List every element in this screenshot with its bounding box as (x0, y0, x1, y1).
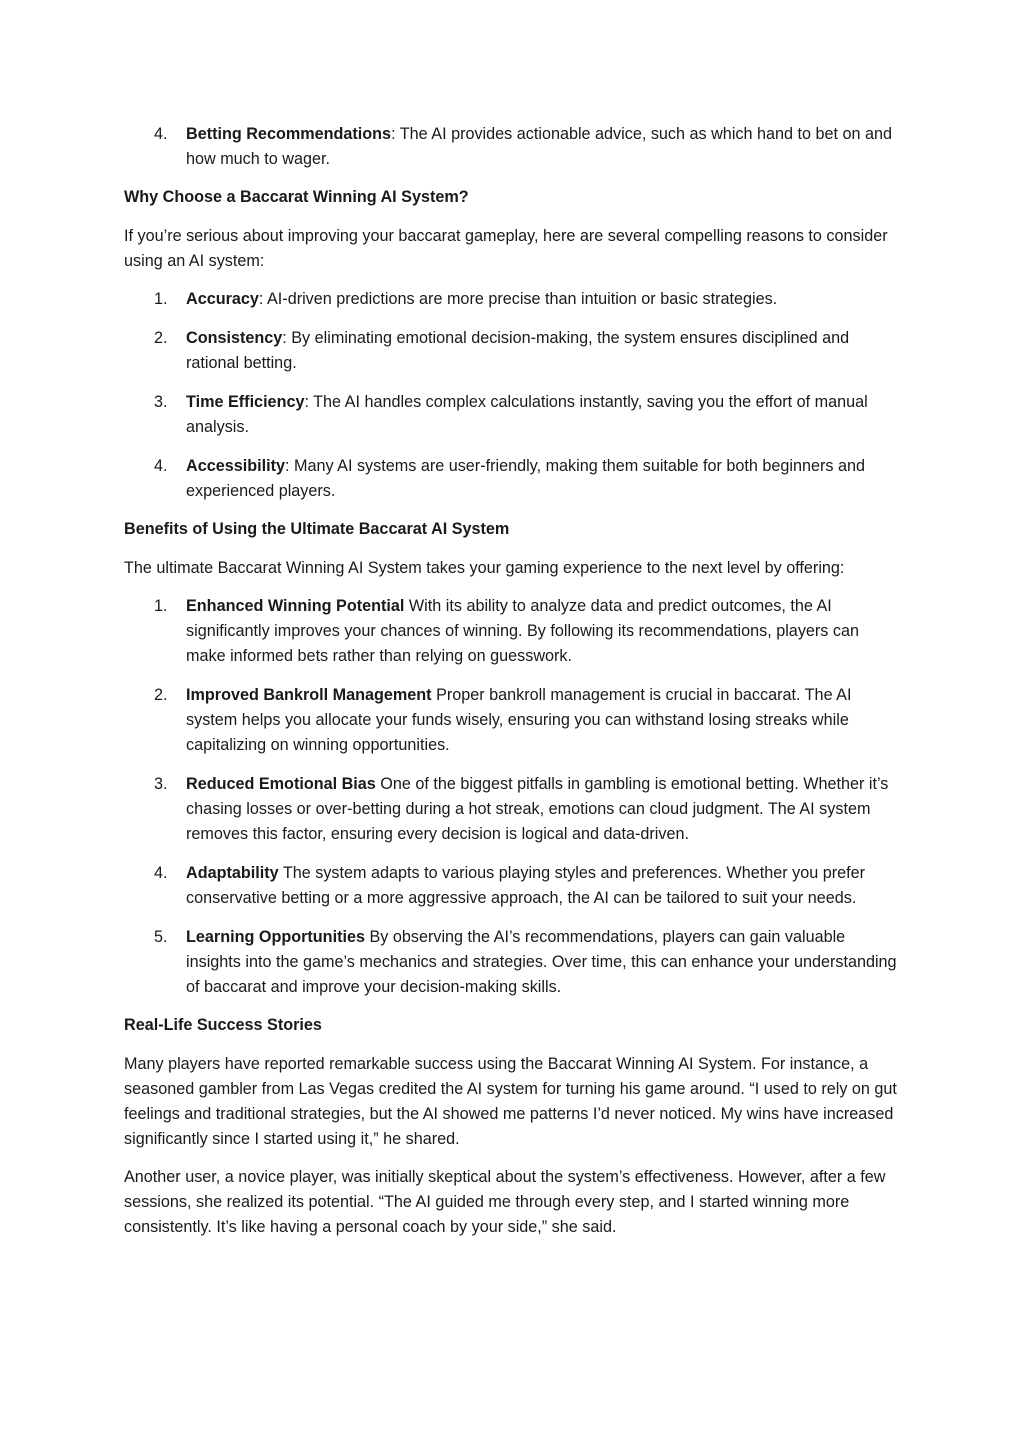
list-term: Reduced Emotional Bias (186, 775, 376, 793)
list-number: 4. (154, 457, 168, 475)
list-text: The system adapts to various playing styles and preferences. Whether you prefer conservative betting or a more aggressive approach, the AI can be tailored to suit your needs. (186, 864, 865, 907)
list-text: : AI-driven predictions are more precise than intuition or basic strategies. (258, 290, 778, 308)
list-number: 1. (154, 290, 168, 308)
section-heading-why-choose: Why Choose a Baccarat Winning AI System? (124, 188, 469, 206)
list-number: 2. (154, 686, 168, 704)
list-number: 4. (154, 125, 168, 143)
continued-list (124, 122, 902, 172)
list-item (124, 683, 902, 758)
list-text: By observing the AI’s recommendations, players can gain valuable insights into the game’s mechanics and strategies. Over time, this can enhance your understanding of baccarat and improve your decision-making skills. (186, 928, 897, 996)
list-text: With its ability to analyze data and predict outcomes, the AI significantly improves your chances of winning. By following its recommendations, players can make informed bets rather than relying on guesswork. (186, 597, 859, 665)
list-term: Learning Opportunities (186, 928, 365, 946)
list-number: 4. (154, 864, 168, 882)
list-term: Adaptability (186, 864, 279, 882)
section-heading-success-stories: Real-Life Success Stories (124, 1016, 322, 1034)
list-item (124, 594, 902, 669)
list-text: : The AI handles complex calculations instantly, saving you the effort of manual analysis. (186, 393, 868, 436)
list-term: Accessibility (186, 457, 285, 475)
list-number: 3. (154, 775, 168, 793)
list-text: One of the biggest pitfalls in gambling is emotional betting. Whether it’s chasing losses or over-betting during a hot streak, emotions can cloud judgment. The AI system removes this factor, ensuring every decision is logical and data-driven. (186, 775, 889, 843)
list-term: Betting Recommendations (186, 125, 392, 143)
list-text: : The AI provides actionable advice, such as which hand to bet on and how much to wager. (186, 125, 893, 168)
list-term: Consistency (186, 329, 283, 347)
why-choose-list (124, 287, 902, 504)
list-term: Time Efficiency (186, 393, 305, 411)
list-item (124, 122, 902, 172)
benefits-intro: The ultimate Baccarat Winning AI System takes your gaming experience to the next level by offering: (124, 559, 845, 577)
list-number: 2. (154, 329, 168, 347)
list-number: 5. (154, 928, 168, 946)
list-number: 1. (154, 597, 168, 615)
list-item (124, 861, 902, 911)
list-text: : By eliminating emotional decision-making, the system ensures disciplined and rational betting. (186, 329, 850, 372)
document-page (124, 122, 902, 1253)
why-choose-intro: If you’re serious about improving your baccarat gameplay, here are several compelling reasons to consider using an AI system: (124, 227, 888, 270)
list-text: : Many AI systems are user-friendly, making them suitable for both beginners and experienced players. (186, 457, 866, 500)
list-number: 3. (154, 393, 168, 411)
success-story-paragraph-1: Many players have reported remarkable success using the Baccarat Winning AI System. For instance, a seasoned gambler from Las Vegas credited the AI system for turning his game around. “I used to rely on gut feelings and traditional strategies, but the AI showed me patterns I’d never noticed. My wins have increased significantly since I started using it,” he shared. (124, 1055, 897, 1148)
section-heading-benefits: Benefits of Using the Ultimate Baccarat AI System (124, 520, 510, 538)
list-item (124, 287, 902, 312)
list-text: Proper bankroll management is crucial in baccarat. The AI system helps you allocate your funds wisely, ensuring you can withstand losing streaks while capitalizing on winning opportunities. (186, 686, 852, 754)
success-story-paragraph-2: Another user, a novice player, was initially skeptical about the system’s effectiveness. However, after a few sessions, she realized its potential. “The AI guided me through every step, and I started winning more consistently. It’s like having a personal coach by your side,” she said. (124, 1168, 886, 1236)
list-item (124, 326, 902, 376)
benefits-list (124, 594, 902, 1000)
list-item (124, 390, 902, 440)
list-item (124, 454, 902, 504)
list-item (124, 925, 902, 1000)
list-item (124, 772, 902, 847)
list-term: Enhanced Winning Potential (186, 597, 405, 615)
list-term: Accuracy (186, 290, 259, 308)
list-term: Improved Bankroll Management (186, 686, 432, 704)
